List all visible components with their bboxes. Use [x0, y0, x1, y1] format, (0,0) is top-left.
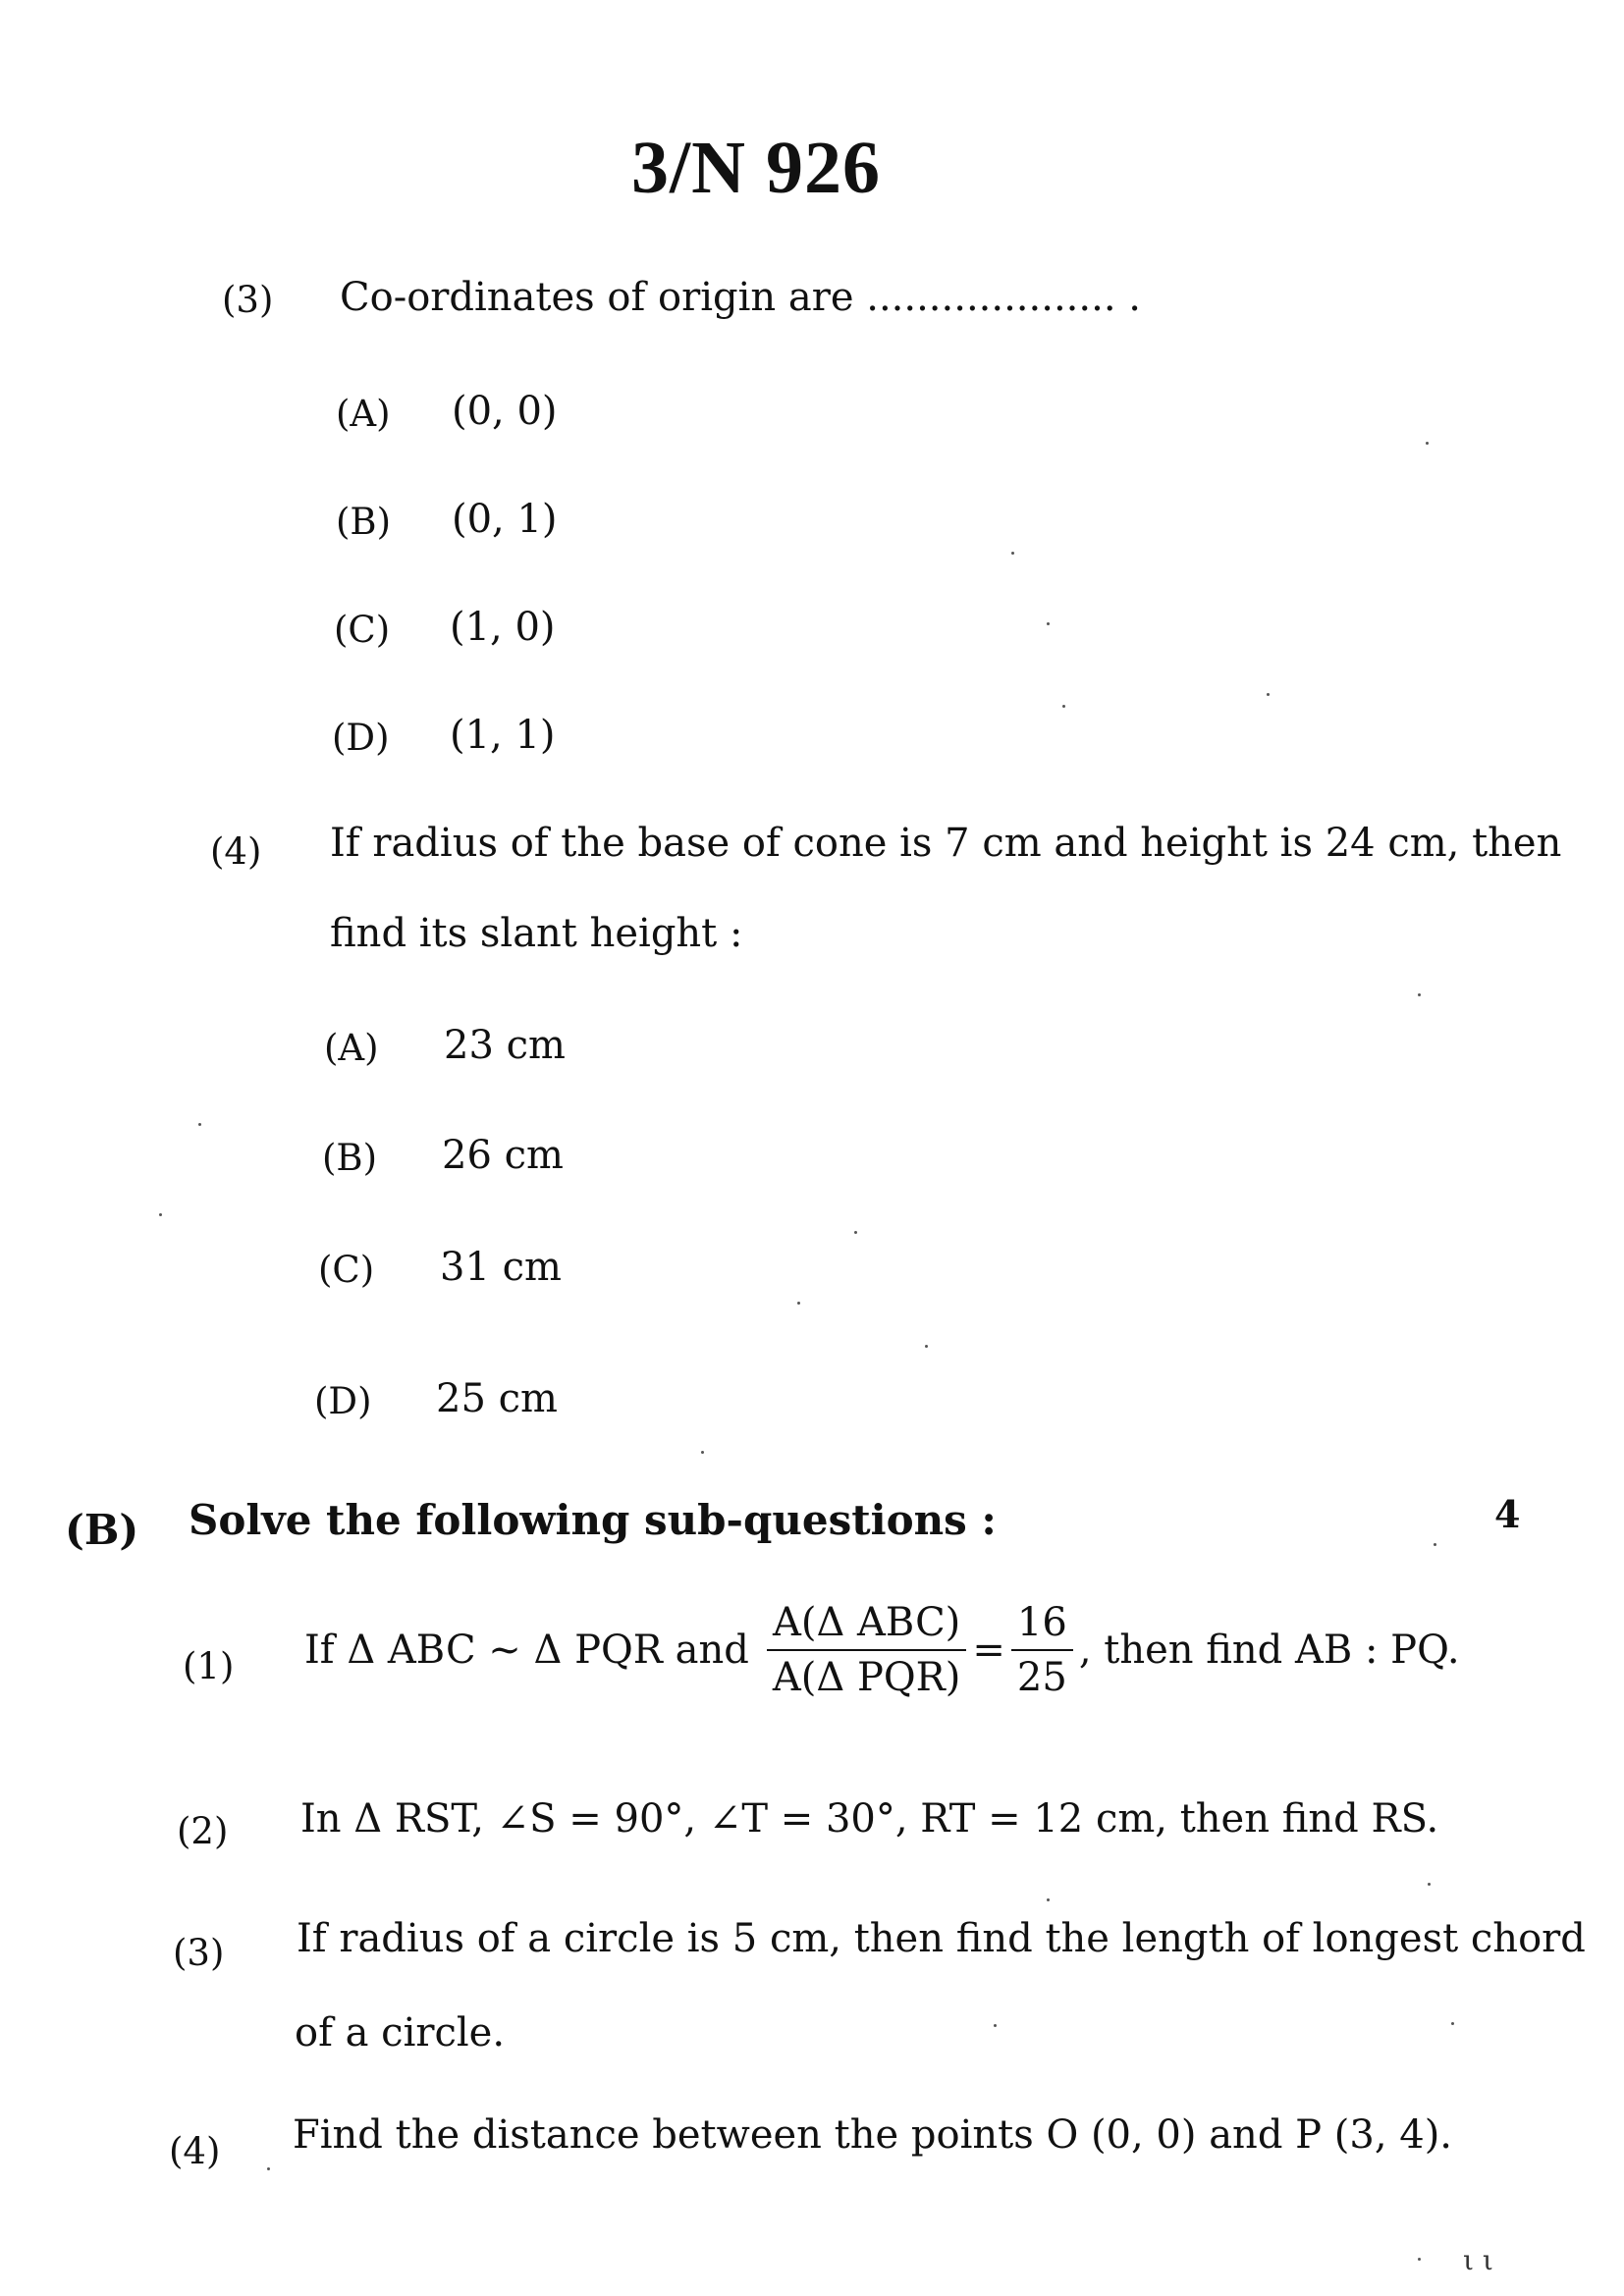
- scan-speck: [267, 2167, 270, 2170]
- equals-sign: =: [972, 1628, 1005, 1673]
- question-suffix: , then find AB : PQ.: [1078, 1628, 1460, 1673]
- scan-speck: [1047, 1898, 1050, 1901]
- question-number: (4): [210, 830, 262, 873]
- fraction-numerator: A(Δ ABC): [767, 1600, 966, 1651]
- option-label: (D): [332, 717, 390, 759]
- question-number: (2): [177, 1810, 229, 1852]
- section-title: Solve the following sub-questions :: [189, 1496, 997, 1544]
- option-value: 23 cm: [444, 1023, 566, 1068]
- scan-speck: [854, 1231, 857, 1234]
- question-text-with-fraction: [304, 1600, 1460, 1700]
- scan-speck: [701, 1451, 704, 1454]
- scan-speck: [1062, 705, 1065, 708]
- scan-speck: [797, 1302, 800, 1305]
- option-value: 31 cm: [440, 1245, 562, 1290]
- option-label: (C): [318, 1249, 375, 1291]
- scan-speck: [994, 2024, 997, 2027]
- option-label: (A): [324, 1027, 379, 1069]
- value-fraction: [1011, 1600, 1073, 1700]
- question-text: Find the distance between the points O (0, 0) and P (3, 4).: [293, 2112, 1453, 2158]
- option-value: 25 cm: [436, 1376, 558, 1421]
- question-prefix: If Δ ABC ~ Δ PQR and: [304, 1628, 749, 1673]
- scan-speck: [1418, 2258, 1421, 2261]
- scan-speck: [1267, 693, 1270, 696]
- question-text-line1: If radius of the base of cone is 7 cm and height is 24 cm, then: [330, 821, 1562, 866]
- option-label: (D): [314, 1380, 372, 1422]
- scan-speck: [1418, 993, 1421, 996]
- option-label: (B): [322, 1137, 378, 1179]
- scan-speck: [925, 1345, 928, 1348]
- question-text-line1: If radius of a circle is 5 cm, then find the length of longest chord: [297, 1916, 1586, 1961]
- scan-speck: [1011, 552, 1014, 555]
- question-number: (1): [183, 1645, 235, 1687]
- fraction-numerator: 16: [1011, 1600, 1073, 1651]
- scan-speck: [1428, 1883, 1431, 1886]
- question-text-line2: find its slant height :: [330, 911, 743, 956]
- scan-speck: [1047, 622, 1050, 625]
- question-text: In Δ RST, ∠S = 90°, ∠T = 30°, RT = 12 cm, then find RS.: [300, 1796, 1439, 1842]
- scan-speck: [159, 1213, 162, 1216]
- scan-speck: [1426, 442, 1429, 445]
- option-value: 26 cm: [442, 1133, 564, 1178]
- area-ratio-fraction: [767, 1600, 967, 1700]
- scan-speck: [1451, 2022, 1454, 2025]
- option-label: (A): [336, 393, 391, 435]
- corner-mark: ι ι: [1463, 2244, 1493, 2276]
- fraction-denominator: 25: [1016, 1655, 1067, 1700]
- question-number: (3): [222, 279, 274, 321]
- scan-speck: [1434, 1543, 1436, 1546]
- question-text: Co-ordinates of origin are .................... .: [340, 275, 1141, 320]
- scan-speck: [198, 1123, 201, 1126]
- option-label: (C): [334, 609, 391, 651]
- option-value: (1, 0): [450, 605, 556, 650]
- section-marks: 4: [1494, 1492, 1521, 1536]
- option-value: (1, 1): [450, 713, 556, 758]
- fraction-denominator: A(Δ PQR): [772, 1655, 961, 1700]
- option-value: (0, 1): [452, 497, 558, 542]
- paper-code: 3/N 926: [631, 127, 881, 209]
- question-number: (3): [173, 1932, 225, 1974]
- section-label: (B): [65, 1506, 139, 1554]
- question-text-line2: of a circle.: [295, 2010, 506, 2056]
- option-label: (B): [336, 501, 392, 543]
- option-value: (0, 0): [452, 389, 558, 434]
- question-number: (4): [169, 2130, 221, 2172]
